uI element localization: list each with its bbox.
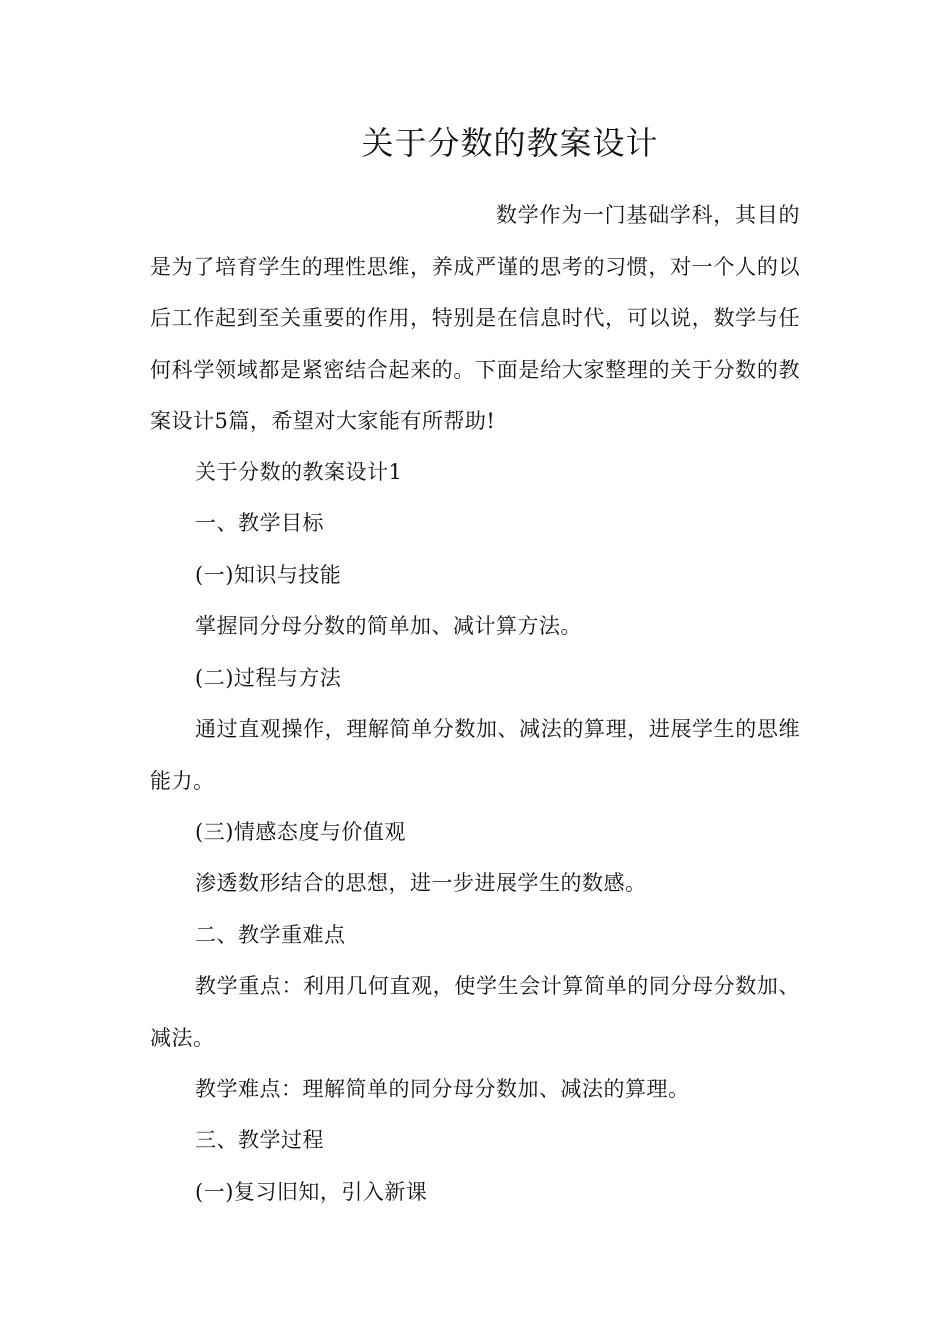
paragraph-knowledge-skills: 掌握同分母分数的简单加、减计算方法。 <box>195 614 582 638</box>
document-title: 关于分数的教案设计 <box>361 124 659 162</box>
subheading-knowledge-skills: (一)知识与技能 <box>195 563 342 587</box>
subheading-attitude-values: (三)情感态度与价值观 <box>195 820 406 844</box>
heading-teaching-goals: 一、教学目标 <box>195 511 324 535</box>
heading-key-difficulties: 二、教学重难点 <box>195 923 346 947</box>
paragraph-process-method: 通过直观操作，理解简单分数加、减法的算理，进展学生的思维能力。 <box>150 717 800 793</box>
subheading-process-method: (二)过程与方法 <box>195 666 342 690</box>
paragraph-teaching-focus: 教学重点：利用几何直观，使学生会计算简单的同分母分数加、减法。 <box>150 974 800 1050</box>
section-heading-plan-1: 关于分数的教案设计1 <box>195 460 403 484</box>
paragraph-attitude-values: 渗透数形结合的思想，进一步进展学生的数感。 <box>195 871 647 895</box>
heading-teaching-process: 三、教学过程 <box>195 1128 324 1152</box>
paragraph-teaching-difficulty: 教学难点：理解简单的同分母分数加、减法的算理。 <box>195 1077 690 1101</box>
subheading-review-intro: (一)复习旧知，引入新课 <box>195 1180 428 1204</box>
intro-paragraph: 数学作为一门基础学科，其目的是为了培育学生的理性思维，养成严谨的思考的习惯，对一个人的以后工作起到至关重要的作用，特别是在信息时代，可以说，数学与任何科学领域都是紧密结合起来的。下面是给大家整理的关于分数的教案设计5篇，希望对大家能有所帮助! <box>150 203 800 433</box>
